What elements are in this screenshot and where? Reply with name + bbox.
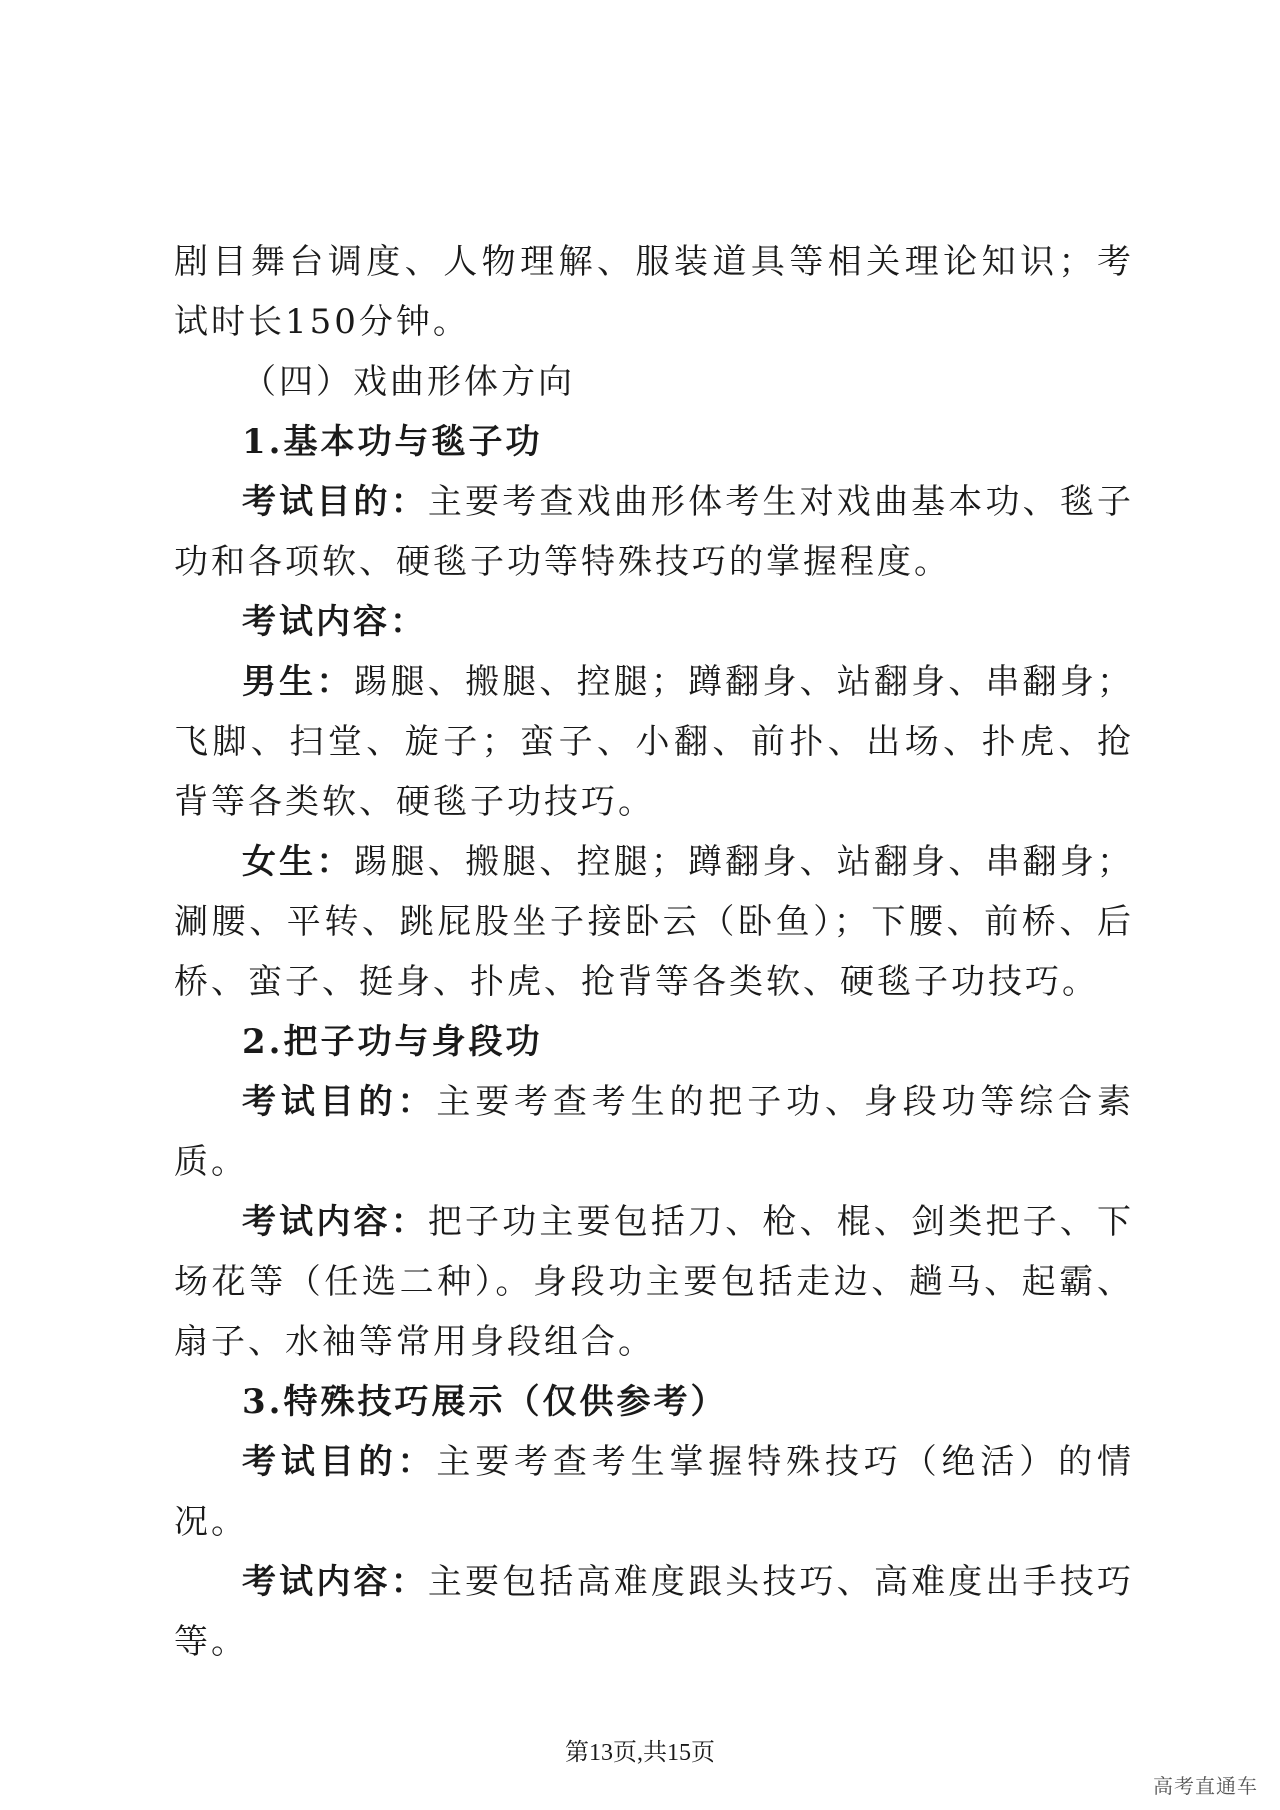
purpose-label: 考试目的： bbox=[242, 482, 428, 522]
female-text: 踢腿、搬腿、控腿；蹲翻身、站翻身、串翻身；涮腰、平转、跳屁股坐子接卧云（卧鱼）；下腰、前桥、后桥、蛮子、挺身、扑虎、抢背等各类软、硬毯子功技巧。 bbox=[174, 842, 1135, 1002]
purpose-text: 主要考查考生的把子功、身段功等综合素质。 bbox=[174, 1082, 1135, 1182]
subsection-heading-basic-skills: 1.基本功与毯子功 bbox=[242, 422, 543, 462]
purpose-text: 主要考查戏曲形体考生对戏曲基本功、毯子功和各项软、硬毯子功等特殊技巧的掌握程度。 bbox=[174, 482, 1135, 582]
content-label: 考试内容： bbox=[242, 1562, 428, 1602]
purpose-label: 考试目的： bbox=[242, 1082, 437, 1122]
purpose-label: 考试目的： bbox=[242, 1442, 437, 1482]
section-heading-opera-movement: （四）戏曲形体方向 bbox=[242, 362, 575, 402]
paragraph-s1-female bbox=[174, 832, 1134, 1012]
content-label: 考试内容： bbox=[242, 1202, 428, 1242]
paragraph-s2-purpose bbox=[174, 1072, 1134, 1192]
male-text: 踢腿、搬腿、控腿；蹲翻身、站翻身、串翻身；飞脚、扫堂、旋子；蛮子、小翻、前扑、出场、扑虎、抢背等各类软、硬毯子功技巧。 bbox=[174, 662, 1135, 822]
paragraph-s3-content bbox=[174, 1552, 1134, 1672]
paragraph-s3-purpose bbox=[174, 1432, 1134, 1552]
document-body bbox=[174, 232, 1134, 1672]
paragraph-s1-content-label bbox=[174, 592, 1134, 652]
content-label: 考试内容： bbox=[242, 602, 427, 642]
purpose-text: 主要考查考生掌握特殊技巧（绝活）的情况。 bbox=[174, 1442, 1135, 1542]
paragraph-s1-purpose bbox=[174, 472, 1134, 592]
subsection-heading-special-skills: 3.特殊技巧展示（仅供参考） bbox=[242, 1382, 728, 1422]
subsection-heading-weapon-posture: 2.把子功与身段功 bbox=[242, 1022, 543, 1062]
paragraph-s2-content bbox=[174, 1192, 1134, 1372]
page-number: 第13页,共15页 bbox=[565, 1740, 715, 1766]
paragraph-continued: 剧目舞台调度、人物理解、服装道具等相关理论知识；考试时长150分钟。 bbox=[174, 242, 1134, 342]
content-text: 主要包括高难度跟头技巧、高难度出手技巧等。 bbox=[174, 1562, 1135, 1662]
content-text: 把子功主要包括刀、枪、棍、剑类把子、下场花等（任选二种）。身段功主要包括走边、趟马、起霸、扇子、水袖等常用身段组合。 bbox=[174, 1202, 1135, 1362]
male-label: 男生： bbox=[242, 662, 354, 702]
paragraph-s1-male bbox=[174, 652, 1134, 832]
female-label: 女生： bbox=[242, 842, 354, 882]
watermark-text: 高考直通车 bbox=[1153, 1774, 1258, 1798]
